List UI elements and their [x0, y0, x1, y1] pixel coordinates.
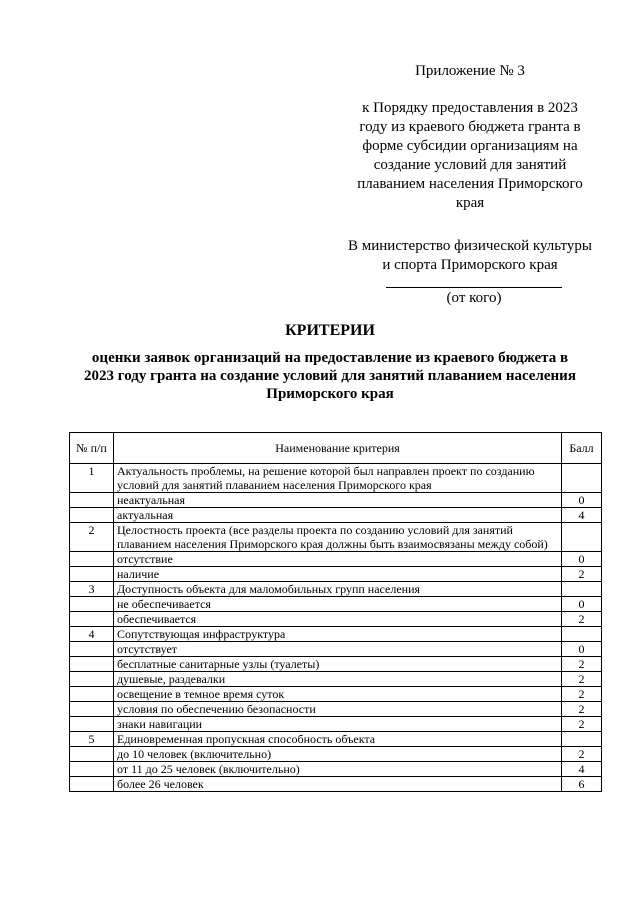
- table-row: [70, 642, 602, 657]
- row-score: [562, 627, 602, 642]
- table-row: [70, 702, 602, 717]
- row-name: от 11 до 25 человек (включительно): [114, 762, 562, 777]
- row-name: условия по обеспечению безопасности: [114, 702, 562, 717]
- row-name: Единовременная пропускная способность объекта: [114, 732, 562, 747]
- document-heading: КРИТЕРИИ: [285, 322, 375, 339]
- header-num: № п/п: [70, 433, 114, 464]
- row-name: наличие: [114, 567, 562, 582]
- row-name: бесплатные санитарные узлы (туалеты): [114, 657, 562, 672]
- row-num: [70, 762, 114, 777]
- row-name: освещение в темное время суток: [114, 687, 562, 702]
- row-score: 2: [562, 672, 602, 687]
- row-num: 2: [70, 523, 114, 552]
- row-num: 1: [70, 464, 114, 493]
- appendix-line: плаванием населения Приморского: [357, 176, 583, 192]
- addressee-line: В министерство физической культуры: [348, 238, 592, 254]
- header-name: Наименование критерия: [114, 433, 562, 464]
- row-num: [70, 687, 114, 702]
- subheading-line: оценки заявок организаций на предоставление из краевого бюджета в: [91, 350, 569, 366]
- appendix-title: Приложение № 3: [415, 63, 525, 79]
- row-score: 0: [562, 597, 602, 612]
- table-row: [70, 567, 602, 582]
- row-num: [70, 552, 114, 567]
- header-score: Балл: [562, 433, 602, 464]
- appendix-line: форме субсидии организациям на: [362, 138, 578, 154]
- row-score: [562, 464, 602, 493]
- appendix-line: края: [455, 195, 485, 211]
- table-row: [70, 672, 602, 687]
- row-score: 2: [562, 717, 602, 732]
- row-name: душевые, раздевалки: [114, 672, 562, 687]
- table-row: [70, 523, 602, 552]
- from-label: (от кого): [446, 290, 502, 306]
- row-score: [562, 732, 602, 747]
- table-row: [70, 582, 602, 597]
- row-num: 5: [70, 732, 114, 747]
- addressee-block: [340, 237, 600, 275]
- row-num: [70, 612, 114, 627]
- row-score: 2: [562, 687, 602, 702]
- table-row: [70, 627, 602, 642]
- row-score: 2: [562, 657, 602, 672]
- row-num: [70, 642, 114, 657]
- table-row: [70, 717, 602, 732]
- document-subheading: [60, 349, 600, 403]
- table-row: [70, 493, 602, 508]
- row-num: 3: [70, 582, 114, 597]
- appendix-line: создание условий для занятий: [373, 157, 567, 173]
- row-name: актуальная: [114, 508, 562, 523]
- table-row: [70, 552, 602, 567]
- row-score: [562, 523, 602, 552]
- table-row: [70, 777, 602, 792]
- row-score: 0: [562, 493, 602, 508]
- row-score: 2: [562, 567, 602, 582]
- addressee-line: и спорта Приморского края: [382, 257, 558, 273]
- table-body: [70, 464, 602, 792]
- row-score: 4: [562, 508, 602, 523]
- table-row: [70, 747, 602, 762]
- table-row: [70, 597, 602, 612]
- row-score: 2: [562, 747, 602, 762]
- row-num: [70, 567, 114, 582]
- row-num: [70, 672, 114, 687]
- row-score: [562, 582, 602, 597]
- criteria-table: [69, 432, 602, 792]
- row-name: не обеспечивается: [114, 597, 562, 612]
- row-num: 4: [70, 627, 114, 642]
- subheading-line: Приморского края: [266, 386, 394, 402]
- row-score: 2: [562, 702, 602, 717]
- row-score: 6: [562, 777, 602, 792]
- row-name: Актуальность проблемы, на решение которой был направлен проект по созданию условий для занятий плаванием населения Приморского края: [114, 464, 562, 493]
- row-name: обеспечивается: [114, 612, 562, 627]
- row-name: Целостность проекта (все разделы проекта по созданию условий для занятий плаванием населения Приморского края должны быть взаимосвязаны между собой): [114, 523, 562, 552]
- row-score: 2: [562, 612, 602, 627]
- table-header-row: [70, 433, 602, 464]
- row-name: более 26 человек: [114, 777, 562, 792]
- row-num: [70, 747, 114, 762]
- subheading-line: 2023 году гранта на создание условий для занятий плаванием населения: [84, 368, 576, 384]
- appendix-line: году из краевого бюджета гранта в: [359, 119, 581, 135]
- table-row: [70, 464, 602, 493]
- row-num: [70, 597, 114, 612]
- row-num: [70, 702, 114, 717]
- table-row: [70, 732, 602, 747]
- row-num: [70, 493, 114, 508]
- row-name: знаки навигации: [114, 717, 562, 732]
- appendix-block: [340, 62, 600, 213]
- row-name: неактуальная: [114, 493, 562, 508]
- row-name: отсутствует: [114, 642, 562, 657]
- row-score: 4: [562, 762, 602, 777]
- appendix-line: к Порядку предоставления в 2023: [362, 100, 578, 116]
- row-num: [70, 777, 114, 792]
- table-row: [70, 762, 602, 777]
- row-name: отсутствие: [114, 552, 562, 567]
- table-row: [70, 508, 602, 523]
- table-row: [70, 657, 602, 672]
- table-row: [70, 612, 602, 627]
- signature-line: [386, 287, 562, 288]
- row-name: Доступность объекта для маломобильных групп населения: [114, 582, 562, 597]
- table-row: [70, 687, 602, 702]
- row-score: 0: [562, 552, 602, 567]
- row-name: до 10 человек (включительно): [114, 747, 562, 762]
- row-num: [70, 508, 114, 523]
- row-num: [70, 717, 114, 732]
- row-num: [70, 657, 114, 672]
- row-name: Сопутствующая инфраструктура: [114, 627, 562, 642]
- row-score: 0: [562, 642, 602, 657]
